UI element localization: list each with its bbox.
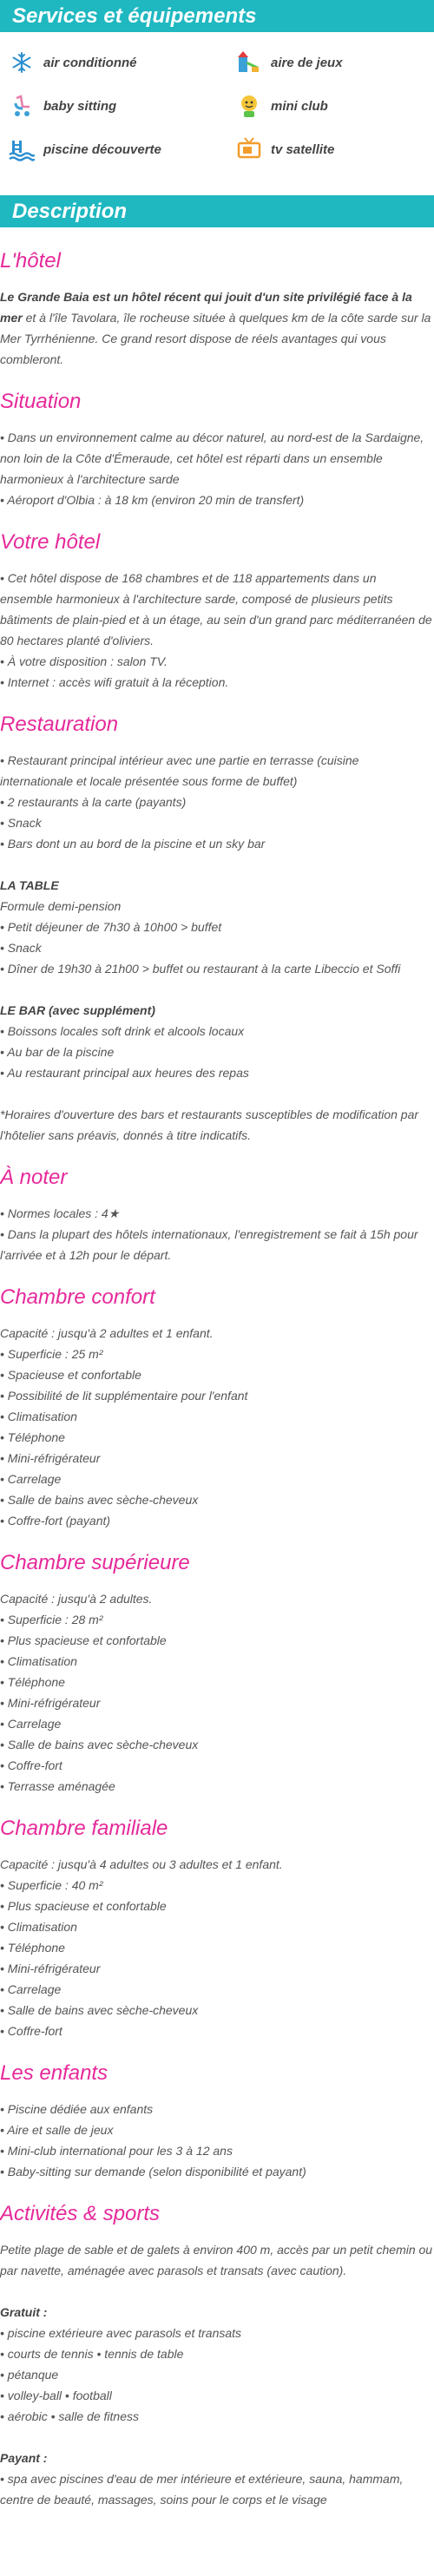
section-1 bbox=[0, 387, 434, 510]
text-line bbox=[0, 448, 434, 469]
amenity-label: tv satellite bbox=[271, 141, 335, 157]
line-text: Capacité : jusqu'à 2 adultes et 1 enfant. bbox=[0, 1326, 214, 1340]
text-line bbox=[0, 1776, 434, 1797]
section-3 bbox=[0, 710, 434, 1146]
line-text: • Plus spacieuse et confortable bbox=[0, 1633, 167, 1647]
line-text: • Snack bbox=[0, 816, 42, 830]
line-text: • Climatisation bbox=[0, 1410, 77, 1423]
text-line bbox=[0, 1510, 434, 1531]
line-text: • Possibilité de lit supplémentaire pour l'enfant bbox=[0, 1389, 248, 1403]
text-line bbox=[0, 2489, 434, 2510]
section-8 bbox=[0, 2059, 434, 2182]
line-text: • courts de tennis • tennis de table bbox=[0, 2347, 184, 2361]
line-text: • Coffre-fort bbox=[0, 1758, 62, 1772]
line-text: • Téléphone bbox=[0, 1941, 65, 1955]
text-line bbox=[0, 2468, 434, 2489]
line-text: • Boissons locales soft drink et alcools locaux bbox=[0, 1024, 245, 1038]
amenity-label: baby sitting bbox=[43, 98, 117, 114]
line-text: • Carrelage bbox=[0, 1982, 62, 1996]
line-text: • Mini-réfrigérateur bbox=[0, 1962, 101, 1975]
stroller-icon bbox=[9, 93, 35, 119]
text-line bbox=[0, 490, 434, 510]
line-text: centre de beauté, massages, soins pour le corps et le visage bbox=[0, 2493, 327, 2507]
text-line bbox=[0, 651, 434, 672]
text-line bbox=[0, 1021, 434, 1042]
line-text: Formule demi-pension bbox=[0, 899, 122, 913]
section-2 bbox=[0, 528, 434, 693]
text-line bbox=[0, 1896, 434, 1916]
line-text: • Plus spacieuse et confortable bbox=[0, 1899, 167, 1913]
line-text: • Carrelage bbox=[0, 1472, 62, 1486]
line-text: non loin de la Côte d'Émeraude, cet hôtel est réparti dans un ensemble bbox=[0, 451, 383, 465]
text-line bbox=[0, 2364, 434, 2385]
text-line bbox=[0, 2099, 434, 2119]
text-line bbox=[0, 2427, 434, 2448]
section-7 bbox=[0, 1814, 434, 2041]
text-line bbox=[0, 1062, 434, 1083]
bold-text: LA TABLE bbox=[0, 878, 59, 892]
description-content bbox=[0, 246, 434, 2510]
text-line bbox=[0, 1979, 434, 2000]
section-heading: Chambre familiale bbox=[0, 1817, 168, 1840]
text-line bbox=[0, 1734, 434, 1755]
section-heading: L'hôtel bbox=[0, 249, 61, 273]
line-text: et à l'île Tavolara, île rocheuse située à quelques km de la côte sarde sur la bbox=[22, 311, 431, 325]
text-line bbox=[0, 427, 434, 448]
text-line bbox=[0, 2000, 434, 2021]
text-line bbox=[0, 979, 434, 1000]
text-line bbox=[0, 1713, 434, 1734]
text-line bbox=[0, 812, 434, 833]
line-text: • Petit déjeuner de 7h30 à 10h00 > buffet bbox=[0, 920, 222, 934]
text-line bbox=[0, 771, 434, 792]
amenity-pool bbox=[9, 136, 236, 162]
amenity-label: mini club bbox=[271, 98, 328, 114]
line-text: • Piscine dédiée aux enfants bbox=[0, 2102, 154, 2116]
amenity-air-conditioning bbox=[9, 49, 236, 76]
text-line bbox=[0, 2281, 434, 2302]
bold-text: Le Grande Baia est un hôtel récent qui jouit d'un site privilégié face à la bbox=[0, 290, 412, 304]
line-text: • Téléphone bbox=[0, 1430, 65, 1444]
line-text: • Baby-sitting sur demande (selon disponibilité et payant) bbox=[0, 2165, 306, 2178]
text-line bbox=[0, 1364, 434, 1385]
text-line bbox=[0, 349, 434, 370]
section-4 bbox=[0, 1163, 434, 1265]
line-text: • Spacieuse et confortable bbox=[0, 1368, 141, 1382]
text-line bbox=[0, 1344, 434, 1364]
line-text: • Salle de bains avec sèche-cheveux bbox=[0, 2003, 199, 2017]
line-text: Capacité : jusqu'à 4 adultes ou 3 adultes et 1 enfant. bbox=[0, 1857, 283, 1871]
text-line bbox=[0, 854, 434, 875]
amenities-grid bbox=[0, 32, 434, 162]
text-line bbox=[0, 1588, 434, 1609]
text-line bbox=[0, 1224, 434, 1245]
text-line bbox=[0, 2343, 434, 2364]
bold-text: Payant : bbox=[0, 2451, 48, 2465]
section-6 bbox=[0, 1548, 434, 1797]
text-line bbox=[0, 1042, 434, 1062]
text-line bbox=[0, 1083, 434, 1104]
section-0 bbox=[0, 246, 434, 370]
section-heading: Les enfants bbox=[0, 2061, 108, 2085]
text-line bbox=[0, 1469, 434, 1489]
line-text: • Snack bbox=[0, 941, 42, 955]
text-line bbox=[0, 2239, 434, 2260]
line-text: • Aire et salle de jeux bbox=[0, 2123, 114, 2137]
section-heading: Votre hôtel bbox=[0, 530, 101, 554]
text-line bbox=[0, 2406, 434, 2427]
text-line bbox=[0, 1692, 434, 1713]
text-line bbox=[0, 630, 434, 651]
text-line bbox=[0, 1323, 434, 1344]
line-text: • Au restaurant principal aux heures des repas bbox=[0, 1066, 249, 1080]
text-line bbox=[0, 568, 434, 588]
text-line bbox=[0, 1854, 434, 1875]
text-line bbox=[0, 937, 434, 958]
line-text: • Dans la plupart des hôtels internationaux, l'enregistrement se fait à 15h pour bbox=[0, 1227, 418, 1241]
text-line bbox=[0, 609, 434, 630]
text-line bbox=[0, 1875, 434, 1896]
text-line bbox=[0, 833, 434, 854]
line-text: combleront. bbox=[0, 352, 64, 366]
line-text: • Climatisation bbox=[0, 1920, 77, 1934]
text-line bbox=[0, 1609, 434, 1630]
text-line bbox=[0, 2302, 434, 2323]
line-text: • Internet : accès wifi gratuit à la réception. bbox=[0, 675, 229, 689]
line-text: • Restaurant principal intérieur avec une partie en terrasse (cuisine bbox=[0, 753, 359, 767]
text-line bbox=[0, 1489, 434, 1510]
line-text: • Climatisation bbox=[0, 1654, 77, 1668]
line-text: • Bars dont un au bord de la piscine et un sky bar bbox=[0, 837, 266, 851]
line-text: • piscine extérieure avec parasols et transats bbox=[0, 2326, 242, 2340]
text-line bbox=[0, 1916, 434, 1937]
tv-icon bbox=[236, 136, 262, 162]
line-text: • Aéroport d'Olbia : à 18 km (environ 20 min de transfert) bbox=[0, 493, 305, 507]
section-heading: Chambre supérieure bbox=[0, 1551, 190, 1574]
line-text: • spa avec piscines d'eau de mer intérieure et extérieure, sauna, hammam, bbox=[0, 2472, 404, 2486]
description-header: Description bbox=[0, 195, 434, 227]
line-text: l'arrivée et à 12h pour le départ. bbox=[0, 1248, 172, 1262]
line-text: • Superficie : 40 m² bbox=[0, 1878, 103, 1892]
section-heading: Chambre confort bbox=[0, 1285, 155, 1309]
text-line bbox=[0, 1651, 434, 1672]
line-text: • Normes locales : 4★ bbox=[0, 1206, 120, 1220]
line-text: • Terrasse aménagée bbox=[0, 1779, 115, 1793]
text-line bbox=[0, 2323, 434, 2343]
line-text: • Coffre-fort (payant) bbox=[0, 1514, 111, 1528]
line-text: par navette, aménagée avec parasols et transats (avec caution). bbox=[0, 2264, 347, 2277]
text-line bbox=[0, 750, 434, 771]
services-header: Services et équipements bbox=[0, 0, 434, 32]
line-text: 80 hectares planté d'oliviers. bbox=[0, 634, 154, 647]
text-line bbox=[0, 588, 434, 609]
line-text: • 2 restaurants à la carte (payants) bbox=[0, 795, 187, 809]
text-line bbox=[0, 792, 434, 812]
text-line bbox=[0, 1448, 434, 1469]
amenity-mini-club bbox=[236, 93, 434, 119]
section-5 bbox=[0, 1283, 434, 1531]
amenity-label: aire de jeux bbox=[271, 55, 343, 70]
line-text: harmonieux à l'architecture sarde bbox=[0, 472, 180, 486]
text-line bbox=[0, 286, 434, 307]
text-line bbox=[0, 1406, 434, 1427]
line-text: bâtiments de plain-pied et à un étage, au sein d'un grand parc méditerranéen de bbox=[0, 613, 432, 627]
line-text: • Mini-club international pour les 3 à 12 ans bbox=[0, 2144, 233, 2158]
line-text: • aérobic • salle de fitness bbox=[0, 2409, 139, 2423]
text-line bbox=[0, 896, 434, 917]
line-text: • Salle de bains avec sèche-cheveux bbox=[0, 1493, 199, 1507]
text-line bbox=[0, 1427, 434, 1448]
bold-text: mer bbox=[0, 311, 23, 325]
line-text: ensemble harmonieux à l'architecture sarde, composé de plusieurs petits bbox=[0, 592, 393, 606]
line-text: • Mini-réfrigérateur bbox=[0, 1451, 101, 1465]
text-line bbox=[0, 2260, 434, 2281]
bold-text: Gratuit : bbox=[0, 2305, 48, 2319]
section-9 bbox=[0, 2199, 434, 2510]
amenity-label: piscine découverte bbox=[43, 141, 161, 157]
text-line bbox=[0, 2161, 434, 2182]
line-text: • volley-ball • football bbox=[0, 2389, 112, 2402]
text-line bbox=[0, 2140, 434, 2161]
line-text: • Carrelage bbox=[0, 1717, 62, 1731]
playground-icon bbox=[236, 49, 262, 76]
text-line bbox=[0, 2119, 434, 2140]
text-line bbox=[0, 307, 434, 328]
bold-text: LE BAR (avec supplément) bbox=[0, 1003, 155, 1017]
amenity-playground bbox=[236, 49, 434, 76]
line-text: • pétanque bbox=[0, 2368, 59, 2382]
text-line bbox=[0, 672, 434, 693]
text-line bbox=[0, 917, 434, 937]
text-line bbox=[0, 1958, 434, 1979]
line-text: internationale et locale présentée sous forme de buffet) bbox=[0, 774, 298, 788]
line-text: • Au bar de la piscine bbox=[0, 1045, 115, 1059]
line-text: l'hôtelier sans préavis, donnés à titre indicatifs. bbox=[0, 1128, 252, 1142]
text-line bbox=[0, 875, 434, 896]
text-line bbox=[0, 328, 434, 349]
line-text: Capacité : jusqu'à 2 adultes. bbox=[0, 1592, 153, 1606]
line-text: • Salle de bains avec sèche-cheveux bbox=[0, 1738, 199, 1751]
section-heading: Restauration bbox=[0, 713, 119, 736]
text-line bbox=[0, 1937, 434, 1958]
line-text: • Coffre-fort bbox=[0, 2024, 62, 2038]
line-text: • Superficie : 28 m² bbox=[0, 1613, 103, 1626]
text-line bbox=[0, 1203, 434, 1224]
text-line bbox=[0, 958, 434, 979]
section-heading: Situation bbox=[0, 390, 82, 413]
text-line bbox=[0, 469, 434, 490]
section-heading: À noter bbox=[0, 1166, 68, 1189]
amenity-baby-sitting bbox=[9, 93, 236, 119]
line-text: • Téléphone bbox=[0, 1675, 65, 1689]
text-line bbox=[0, 1125, 434, 1146]
amenity-satellite-tv bbox=[236, 136, 434, 162]
snowflake-icon bbox=[9, 49, 35, 76]
amenity-label: air conditionné bbox=[43, 55, 137, 70]
text-line bbox=[0, 1385, 434, 1406]
line-text: • Dîner de 19h30 à 21h00 > buffet ou restaurant à la carte Libeccio et Soffi bbox=[0, 962, 401, 976]
text-line bbox=[0, 1755, 434, 1776]
line-text: • Superficie : 25 m² bbox=[0, 1347, 103, 1361]
text-line bbox=[0, 1630, 434, 1651]
line-text: • Cet hôtel dispose de 168 chambres et de 118 appartements dans un bbox=[0, 571, 377, 585]
text-line bbox=[0, 2385, 434, 2406]
pool-icon bbox=[9, 136, 35, 162]
text-line bbox=[0, 1000, 434, 1021]
text-line bbox=[0, 1245, 434, 1265]
line-text: Petite plage de sable et de galets à environ 400 m, accès par un petit chemin ou bbox=[0, 2243, 433, 2257]
text-line bbox=[0, 2021, 434, 2041]
text-line bbox=[0, 2448, 434, 2468]
line-text: • À votre disposition : salon TV. bbox=[0, 654, 168, 668]
text-line bbox=[0, 1672, 434, 1692]
line-text: • Mini-réfrigérateur bbox=[0, 1696, 101, 1710]
line-text: Mer Tyrrhénienne. Ce grand resort dispose de réels avantages qui vous bbox=[0, 332, 386, 345]
line-text: • Dans un environnement calme au décor naturel, au nord-est de la Sardaigne, bbox=[0, 430, 424, 444]
line-text: *Horaires d'ouverture des bars et restaurants susceptibles de modification par bbox=[0, 1107, 419, 1121]
text-line bbox=[0, 1104, 434, 1125]
mini-club-icon bbox=[236, 93, 262, 119]
section-heading: Activités & sports bbox=[0, 2202, 161, 2225]
